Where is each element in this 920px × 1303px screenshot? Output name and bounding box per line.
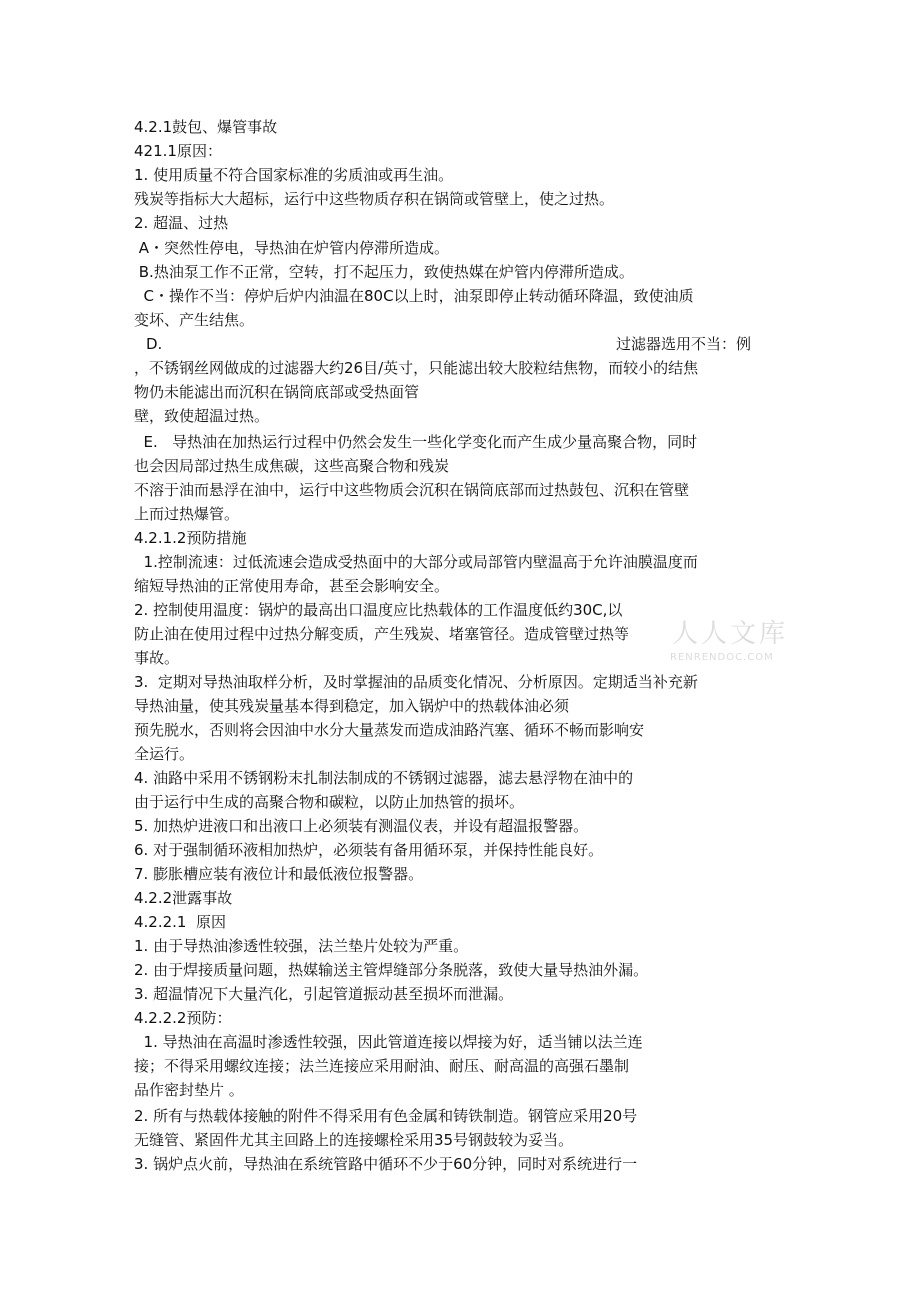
text-line: 1.控制流速：过低流速会造成受热面中的大部分或局部管内壁温高于允许油膜温度而 xyxy=(134,553,698,571)
text-line: 4.2.1鼓包、爆管事故 xyxy=(134,118,278,136)
text-line: 变坏、产生结焦。 xyxy=(134,311,255,329)
text-line: A・突然性停电，导热油在炉管内停滞所造成。 xyxy=(134,239,450,257)
text-line: 防止油在使用过程中过热分解变质，产生残炭、堵塞管径。造成管壁过热等 xyxy=(134,625,630,643)
text-line: 全运行。 xyxy=(134,745,195,763)
text-line: 上而过热爆管。 xyxy=(134,505,240,523)
text-line: C・操作不当：停炉后炉内油温在80C以上时，油泵即停止转动循环降温，致使油质 xyxy=(134,287,694,305)
text-line: 也会因局部过热生成焦碳，这些高聚合物和残炭 xyxy=(134,457,450,475)
text-line: 3. 超温情况下大量汽化，引起管道振动甚至损坏而泄漏。 xyxy=(134,985,514,1003)
text-line: 2. 所有与热载体接触的附件不得采用有色金属和铸铁制造。钢管应采用20号 xyxy=(134,1107,638,1125)
text-line: 421.1原因： xyxy=(134,142,222,160)
text-line: E. 导热油在加热运行过程中仍然会发生一些化学变化而产生成少量高聚合物，同时 xyxy=(134,433,698,451)
text-line: 1. 使用质量不符合国家标准的劣质油或再生油。 xyxy=(134,166,454,184)
watermark-url: RENRENDOC.COM xyxy=(670,652,774,663)
text-line: 2. 控制使用温度：锅炉的最高出口温度应比热载体的工作温度低约30C,以 xyxy=(134,601,623,619)
text-line: 不溶于油而悬浮在油中，运行中这些物质会沉积在锅筒底部而过热鼓包、沉积在管壁 xyxy=(134,481,690,499)
text-line: 无缝管、紧固件尤其主回路上的连接螺栓采用35号钢鼓较为妥当。 xyxy=(134,1131,574,1149)
text-line: 3. 定期对导热油取样分析，及时掌握油的品质变化情况、分析原因。定期适当补充新 xyxy=(134,673,698,691)
item-d-text: 过滤器选用不当：例 xyxy=(616,335,752,353)
text-line: 4.2.1.2预防措施 xyxy=(134,529,247,547)
text-line: 5. 加热炉进液口和出液口上必须装有测温仪表，并设有超温报警器。 xyxy=(134,817,589,835)
text-line: ，不锈钢丝网做成的过滤器大约26目/英寸，只能滤出较大胶粒结焦物，而较小的结焦 xyxy=(134,359,699,377)
text-line: 残炭等指标大大超标，运行中这些物质存积在锅筒或管壁上，使之过热。 xyxy=(134,190,615,208)
text-line: 接；不得采用螺纹连接；法兰连接应采用耐油、耐压、耐高温的高强石墨制 xyxy=(134,1057,630,1075)
watermark xyxy=(650,618,789,688)
watermark-logo-text: 人人文库 xyxy=(672,619,789,649)
text-line: 7. 膨胀槽应装有液位计和最低液位报警器。 xyxy=(134,865,424,883)
text-line: 事故。 xyxy=(134,649,180,667)
text-line: 1. 由于导热油渗透性较强，法兰垫片处较为严重。 xyxy=(134,937,469,955)
text-line: 3. 锅炉点火前，导热油在系统管路中循环不少于60分钟，同时对系统进行一 xyxy=(134,1155,638,1173)
text-line: 壁，致使超温过热。 xyxy=(134,407,270,425)
text-line: 2. 由于焊接质量问题，热媒输送主管焊缝部分条脱落，致使大量导热油外漏。 xyxy=(134,961,649,979)
text-line: 2. 超温、过热 xyxy=(134,214,229,232)
text-line: 4.2.2.2预防： xyxy=(134,1009,232,1027)
text-line: 4.2.2泄露事故 xyxy=(134,889,233,907)
text-line: 4. 油路中采用不锈钢粉末扎制法制成的不锈钢过滤器，滤去悬浮物在油中的 xyxy=(134,769,634,787)
text-line: 缩短导热油的正常使用寿命，甚至会影响安全。 xyxy=(134,577,450,595)
text-line: 品作密封垫片 。 xyxy=(134,1081,244,1099)
text-line: 1. 导热油在高温时渗透性较强，因此管道连接以焊接为好，适当铺以法兰连 xyxy=(134,1033,643,1051)
text-line: 预先脱水，否则将会因油中水分大量蒸发而造成油路汽塞、循环不畅而影响安 xyxy=(134,721,645,739)
item-d-label: D. xyxy=(146,335,163,353)
text-line: 导热油量，使其残炭量基本得到稳定，加入锅炉中的热载体油必须 xyxy=(134,697,570,715)
text-line: 物仍未能滤出而沉积在锅筒底部或受热面管 xyxy=(134,383,420,401)
text-line: B.热油泵工作不正常，空转，打不起压力，致使热媒在炉管内停滞所造成。 xyxy=(134,263,634,281)
text-line: 4.2.2.1 原因 xyxy=(134,913,227,931)
text-line: 6. 对于强制循环液相加热炉，必须装有备用循环泵，并保持性能良好。 xyxy=(134,841,604,859)
text-line: 由于运行中生成的高聚合物和碳粒，以防止加热管的损坏。 xyxy=(134,793,525,811)
